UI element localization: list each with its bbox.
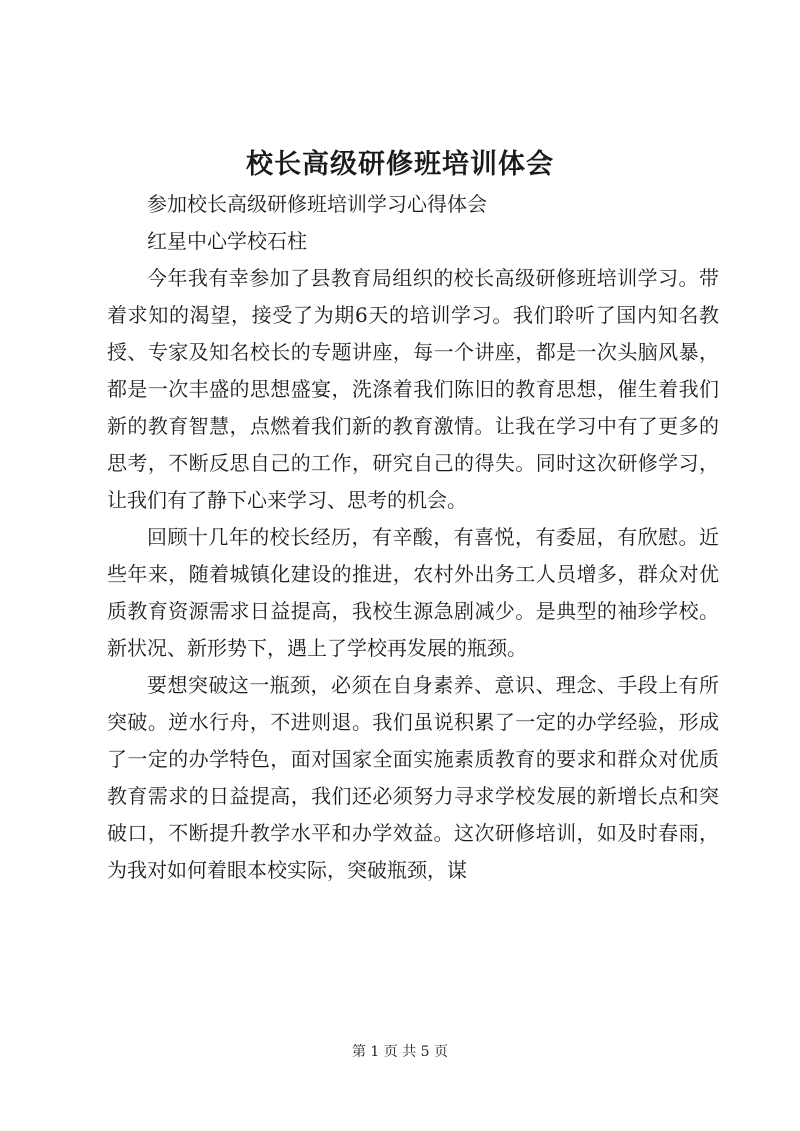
paragraph-author: 红星中心学校石柱 (147, 229, 307, 253)
paragraph-breakthrough: 要想突破这一瓶颈，必须在自身素养、意识、理念、手段上有所突破。逆水行舟，不进则退。我们虽说积累了一定的办学经验，形成了一定的办学特色，面对国家全面实施素质教育的要求和群众对优质教育需求的日益提高，我们还必须努力寻求学校发展的新增长点和突破口，不断提升教学水平和办学效益。这次研修培训，如及时春雨，为我对如何着眼本校实际，突破瓶颈，谋 (107, 673, 719, 882)
paragraph-subtitle: 参加校长高级研修班培训学习心得体会 (147, 192, 487, 216)
document-body (107, 186, 719, 889)
paragraph-review: 回顾十几年的校长经历，有辛酸，有喜悦，有委屈，有欣慰。近些年来，随着城镇化建设的推进，农村外出务工人员增多，群众对优质教育资源需求日益提高，我校生源急剧减少。是典型的袖珍学校。新状况、新形势下，遇上了学校再发展的瓶颈。 (107, 525, 719, 660)
page-number-footer: 第 1 页 共 5 页 (351, 1044, 449, 1060)
document-title: 校长高级研修班培训体会 (246, 149, 554, 180)
paragraph-intro: 今年我有幸参加了县教育局组织的校长高级研修班培训学习。带着求知的渴望，接受了为期6天的培训学习。我们聆听了国内知名教授、专家及知名校长的专题讲座，每一个讲座，都是一次头脑风暴，都是一次丰盛的思想盛宴，洗涤着我们陈旧的教育思想，催生着我们新的教育智慧，点燃着我们新的教育激情。让我在学习中有了更多的思考，不断反思自己的工作，研究自己的得失。同时这次研修学习，让我们有了静下心来学习、思考的机会。 (107, 266, 719, 512)
